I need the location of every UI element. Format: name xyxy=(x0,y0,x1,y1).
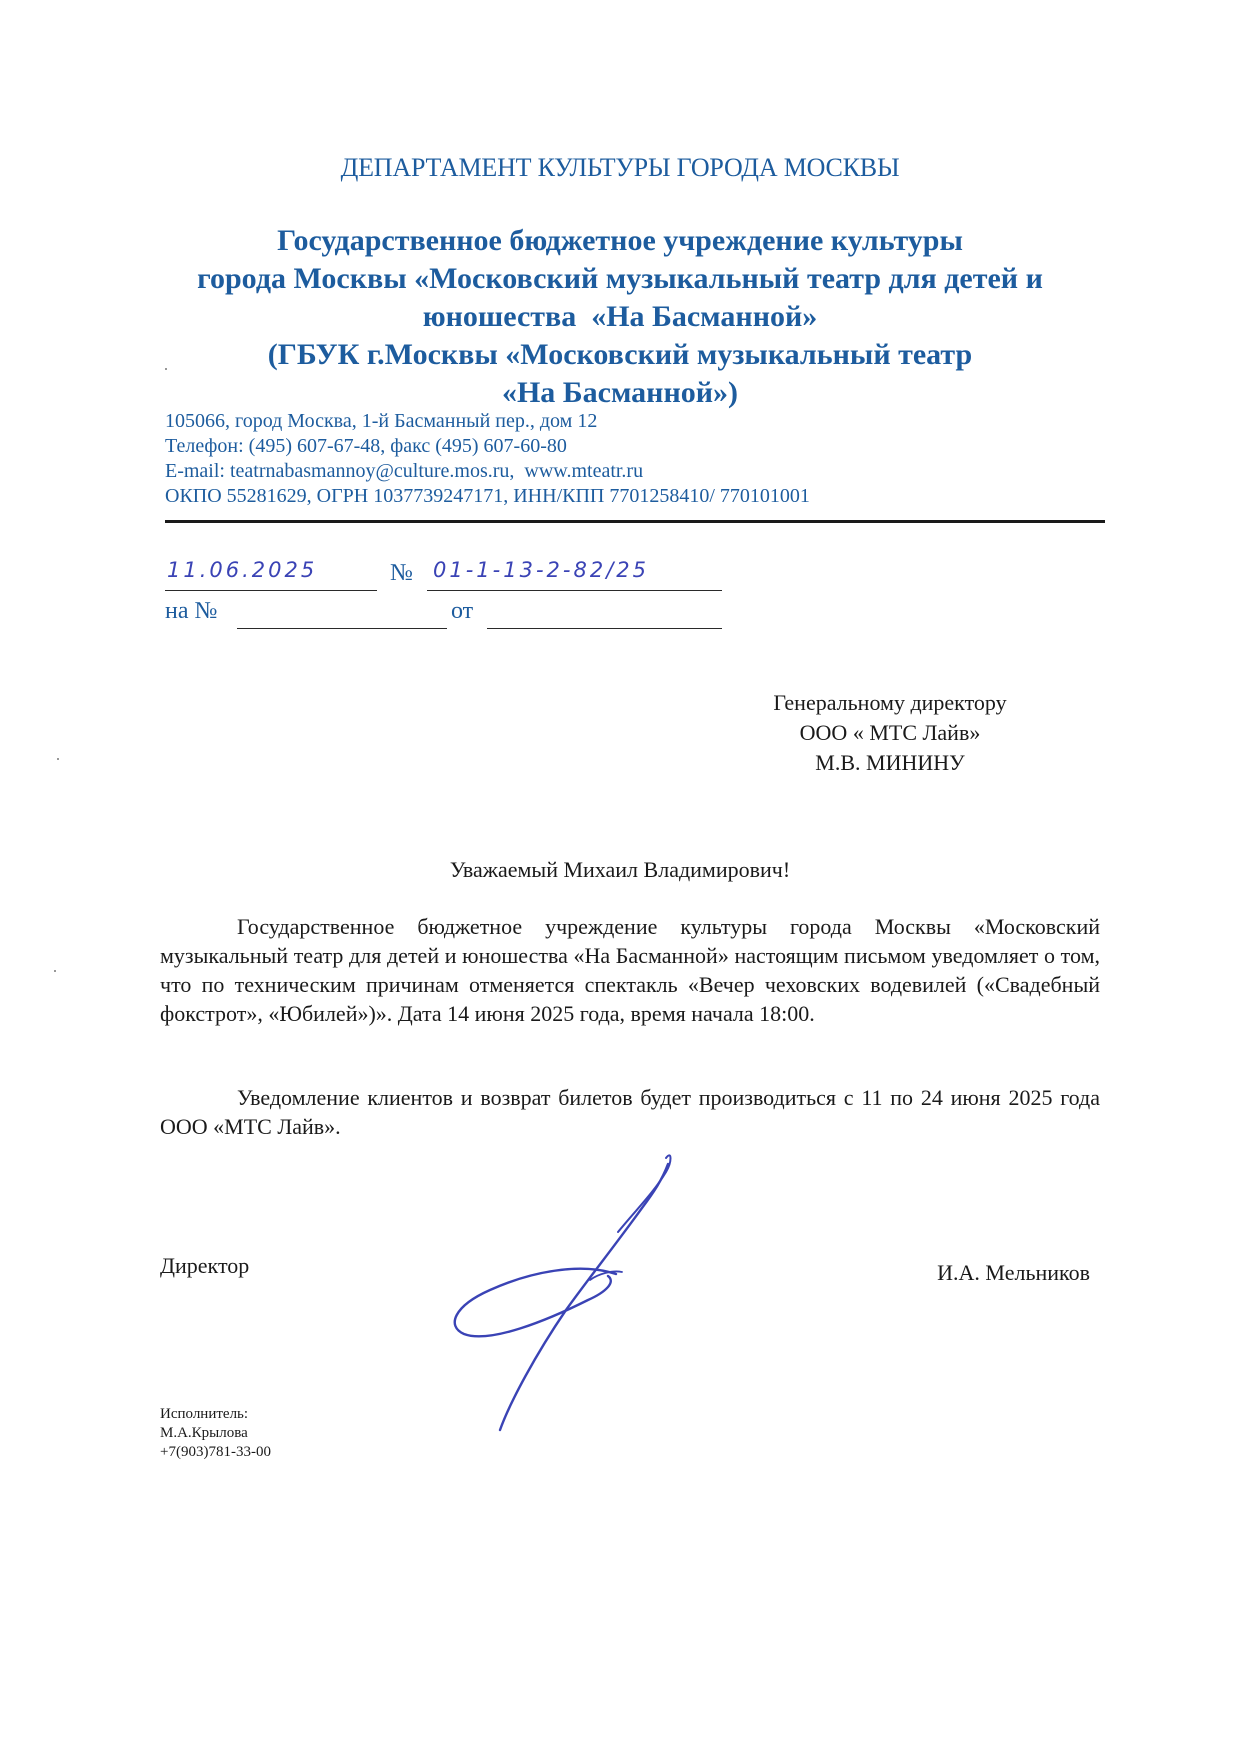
organization-name xyxy=(120,222,1120,412)
signatory-name: И.А. Мельников xyxy=(937,1260,1090,1285)
organization-line: юношества «На Басманной» xyxy=(422,300,818,333)
executor-name: М.А.Крылова xyxy=(160,1425,248,1441)
department-title: ДЕПАРТАМЕНТ КУЛЬТУРЫ ГОРОДА МОСКВЫ xyxy=(340,153,900,182)
number-underline xyxy=(427,590,722,591)
executor-phone: +7(903)781-33-00 xyxy=(160,1444,271,1460)
header-divider xyxy=(165,520,1105,523)
outgoing-date: 11.06.2025 xyxy=(167,558,318,582)
number-sign: № xyxy=(390,560,413,586)
scan-speck xyxy=(165,368,167,370)
addressee-company: ООО « МТС Лайв» xyxy=(799,720,981,745)
executor-block xyxy=(160,1405,271,1462)
addressee-block xyxy=(700,688,1080,778)
organization-line: Государственное бюджетное учреждение культуры xyxy=(277,224,963,257)
contact-block xyxy=(165,409,810,509)
greeting: Уважаемый Михаил Владимирович! xyxy=(449,857,791,882)
organization-line: «На Басманной») xyxy=(501,376,739,409)
executor-label: Исполнитель: xyxy=(160,1406,249,1422)
handwritten-signature xyxy=(440,1140,700,1440)
phone-line: Телефон: (495) 607-67-48, факс (495) 607-60-80 xyxy=(165,435,567,457)
from-label: от xyxy=(451,598,474,624)
from-underline xyxy=(487,628,722,629)
scan-speck xyxy=(57,758,59,760)
organization-line: города Москвы «Московский музыкальный театр для детей и xyxy=(197,262,1043,295)
addressee-position: Генеральному директору xyxy=(773,690,1007,715)
email-line: E-mail: teatrnabasmannoy@culture.mos.ru, www.mteatr.ru xyxy=(165,460,644,482)
body-paragraph-1: Государственное бюджетное учреждение культуры города Москвы «Московский музыкальный театр для детей и юношества «На Басманной» настоящим письмом уведомляет о том, что по техническим причинам отменяется спектакль «Вечер чеховских водевилей («Свадебный фокстрот», «Юбилей»)». Дата 14 июня 2025 года, время начала 18:00. xyxy=(160,914,1100,1026)
registration-block xyxy=(165,550,725,624)
organization-line: (ГБУК г.Москвы «Московский музыкальный театр xyxy=(267,338,973,371)
signatory-title: Директор xyxy=(160,1253,250,1278)
body-paragraph-2: Уведомление клиентов и возврат билетов будет производиться с 11 по 24 июня 2025 года ООО «МТС Лайв». xyxy=(160,1085,1100,1139)
reference-underline xyxy=(237,628,447,629)
scan-speck xyxy=(54,970,56,972)
address-line: 105066, город Москва, 1-й Басманный пер., дом 12 xyxy=(165,410,598,432)
outgoing-number: 01-1-13-2-82/25 xyxy=(433,558,649,582)
addressee-name: М.В. МИНИНУ xyxy=(815,750,965,775)
codes-line: ОКПО 55281629, ОГРН 1037739247171, ИНН/КПП 7701258410/ 770101001 xyxy=(165,485,810,507)
reference-label: на № xyxy=(165,598,218,624)
date-underline xyxy=(165,590,377,591)
